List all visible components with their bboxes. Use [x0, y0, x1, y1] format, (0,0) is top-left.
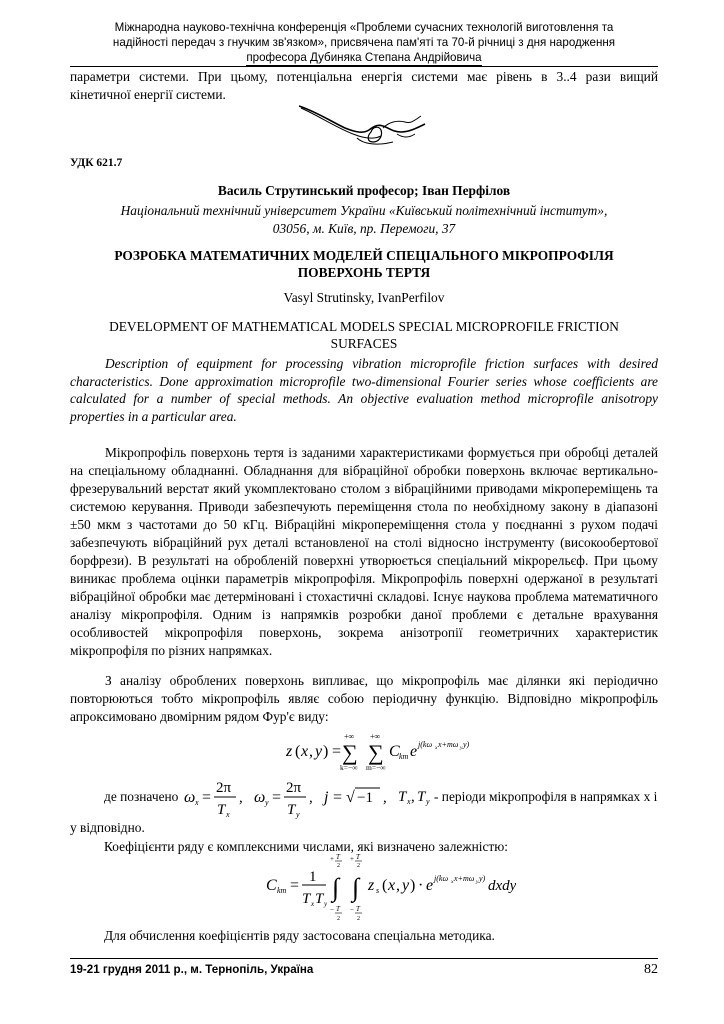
- affiliation-line-2: 03056, м. Київ, пр. Перемоги, 37: [272, 221, 456, 236]
- svg-text:x: x: [451, 879, 454, 885]
- coefficients-text: Коефіцієнти ряду є комплексними числами, які визначено залежністю:: [104, 839, 508, 854]
- svg-text:−: −: [330, 906, 334, 914]
- svg-text:m=−∞: m=−∞: [366, 763, 386, 772]
- svg-text:=: =: [272, 789, 282, 806]
- equation-omega-definitions: [184, 772, 398, 820]
- svg-text:x: x: [301, 743, 309, 760]
- svg-text:,: ,: [383, 790, 387, 806]
- equation-coefficients: [266, 852, 516, 922]
- svg-text:j: j: [324, 789, 329, 806]
- previous-text-line-2: кінетичної енергії системи.: [70, 87, 226, 102]
- svg-text:=: =: [333, 789, 343, 806]
- svg-text:T: T: [417, 789, 426, 805]
- page-number: 82: [644, 962, 658, 977]
- svg-text:,: ,: [396, 877, 400, 894]
- where-end: у відповідно.: [70, 820, 145, 835]
- svg-text:): ): [410, 877, 416, 894]
- svg-text:ω: ω: [254, 789, 266, 806]
- svg-text:∫: ∫: [332, 873, 340, 902]
- svg-text:y): y): [479, 874, 486, 883]
- svg-text:(: (: [295, 743, 301, 760]
- where-prefix: де позначено: [104, 789, 179, 804]
- svg-text:y: y: [460, 745, 463, 751]
- svg-text:,: ,: [309, 790, 313, 806]
- svg-text:∑: ∑: [368, 740, 384, 765]
- svg-text:+: +: [350, 855, 354, 863]
- svg-text:2π: 2π: [216, 780, 232, 796]
- svg-text:−: −: [350, 906, 354, 914]
- svg-text:2: 2: [357, 916, 360, 922]
- method-text: Для обчислення коефіцієнтів ряду застосована спеціальна методика.: [104, 928, 495, 943]
- svg-text:(: (: [382, 877, 388, 894]
- equation-fourier-series: [286, 730, 486, 774]
- svg-text:T: T: [356, 853, 360, 861]
- svg-text:s: s: [376, 886, 380, 895]
- svg-text:=: =: [332, 743, 342, 760]
- svg-text:km: km: [277, 886, 287, 895]
- svg-text:C: C: [389, 743, 400, 760]
- svg-text:y: y: [324, 900, 328, 908]
- authors-en: Vasyl Strutinsky, IvanPerfilov: [283, 290, 445, 305]
- header-line-2: надійності передач з гнучким зв'язком», присвячена пам'яті та 70-й річниці з дня народження: [112, 36, 616, 49]
- svg-text:j(kω: j(kω: [418, 740, 433, 749]
- svg-text:+: +: [330, 855, 334, 863]
- svg-text:=: =: [202, 789, 212, 806]
- previous-text-line-1: параметри системи. При цьому, потенціальна енергія системи має рівень в 3..4 рази вищий: [70, 69, 658, 84]
- svg-text:,: ,: [239, 790, 243, 806]
- svg-text:x: x: [435, 745, 438, 751]
- title-en: [70, 318, 658, 352]
- svg-text:2: 2: [337, 916, 340, 922]
- svg-text:y: y: [296, 810, 300, 819]
- svg-text:2: 2: [357, 863, 360, 869]
- svg-text:+∞: +∞: [344, 732, 355, 741]
- svg-text:y: y: [265, 798, 269, 807]
- title-en-line-1: DEVELOPMENT OF MATHEMATICAL MODELS SPECIAL MICROPROFILE FRICTION: [109, 319, 619, 334]
- svg-text:2π: 2π: [286, 780, 302, 796]
- svg-text:+∞: +∞: [370, 732, 381, 741]
- title-ua-line-1: РОЗРОБКА МАТЕМАТИЧНИХ МОДЕЛЕЙ СПЕЦІАЛЬНОГО МІКРОПРОФІЛЯ: [114, 248, 614, 263]
- decorative-flourish-icon: [297, 102, 427, 146]
- svg-text:x: x: [226, 810, 230, 819]
- svg-text:z: z: [368, 877, 375, 894]
- paragraph-1: Мікропрофіль поверхонь тертя із заданими характеристиками формується при обробці деталей на спеціальному обладнанні. Обладнання для вібраційної обробки поверхонь включає вертикально-фрезерувальний верстат який укомплектовано столом з вібраційними приводами мікропереміщень та системою керування. Приводи забезпечують переміщення стола по необхідному закону в діапазоні ±50 мкм з частотами до 50 кГц. Вібраційні мікропереміщення стола у поєднанні з рухом подачі забезпечують вібраційний рух деталі встановленої на столі відносно інструменту (високообертової борфрези). В результаті на обробленій поверхні утворюється спеціальний мікрорельєф. При цьому виникає проблема оцінки параметрів мікропрофіля. Мікропрофіль поверхні одержаної в результаті вібраційної обробки має детерміновані і стохастичні складові. Існує наукова проблема математичного аналізу мікропрофіля. Одним із напрямків розробки даної проблеми є детальне врахування особливостей мікропрофіля поверхонь, зокрема анізотропії геометричних характеристик мікропрофіля по різних напрямках.: [70, 445, 658, 658]
- affiliation-line-1: Національний технічний університет України «Київський політехнічний інститут»,: [120, 203, 608, 218]
- abstract: Description of equipment for processing vibration microprofile friction surfaces with desired characteristics. Done approximation microprofile two-dimensional Fourier series whose coefficients are calculated for a number of special methods. An objective evaluation method microprofile anisotropy properties in a particular area.: [70, 356, 658, 424]
- svg-text:,: ,: [309, 743, 313, 760]
- title-ua-line-2: ПОВЕРХОНЬ ТЕРТЯ: [297, 265, 431, 280]
- svg-text:x+mω: x+mω: [438, 740, 459, 749]
- svg-text:x: x: [311, 900, 315, 908]
- title-ua: [70, 247, 658, 281]
- svg-text:√: √: [346, 789, 355, 806]
- svg-text:C: C: [266, 877, 277, 894]
- svg-text:,: ,: [411, 789, 415, 805]
- svg-text:T: T: [356, 905, 360, 913]
- svg-text:y: y: [315, 743, 323, 760]
- svg-text:x: x: [388, 877, 396, 894]
- svg-text:y: y: [476, 879, 479, 885]
- svg-text:T: T: [336, 905, 340, 913]
- svg-text:=: =: [290, 877, 300, 894]
- svg-text:−1: −1: [357, 790, 373, 806]
- title-en-line-2: SURFACES: [330, 336, 398, 351]
- footer-venue: 19-21 грудня 2011 р., м. Тернопіль, Україна: [70, 963, 314, 976]
- svg-text:x+mω: x+mω: [454, 874, 475, 883]
- svg-text:dxdy: dxdy: [488, 878, 516, 894]
- svg-text:y): y): [463, 740, 470, 749]
- udk-code: УДК 621.7: [70, 157, 123, 169]
- authors-ua: Василь Струтинський професор; Іван Перфілов: [217, 183, 511, 198]
- svg-text:e: e: [426, 877, 434, 894]
- svg-text:): ): [323, 743, 329, 760]
- equation-periods: [398, 784, 434, 808]
- svg-text:km: km: [399, 752, 409, 761]
- where-suffix: - періоди мікропрофіля в напрямках x і: [434, 789, 658, 804]
- svg-text:e: e: [410, 743, 418, 760]
- footer-divider: [70, 958, 658, 959]
- svg-text:k=−∞: k=−∞: [340, 763, 358, 772]
- svg-text:j(kω: j(kω: [434, 874, 449, 883]
- svg-text:y: y: [426, 797, 430, 806]
- svg-text:T: T: [398, 789, 407, 805]
- svg-text:x: x: [407, 797, 411, 806]
- svg-text:x: x: [195, 798, 199, 807]
- paragraph-2: З аналізу оброблених поверхонь випливає, що мікропрофіль має ділянки які періодично повторюються тобто мікропрофіль являє собою періодичну функцію. Відповідно мікропрофіль апроксимовано двомірним рядом Фур'є виду:: [70, 673, 658, 724]
- svg-text:T: T: [302, 891, 311, 907]
- svg-text:T: T: [315, 891, 324, 907]
- svg-text:2: 2: [337, 863, 340, 869]
- conference-header: [70, 20, 658, 66]
- header-line-1: Міжнародна науково-технічна конференція «Проблеми сучасних технологій виготовлення та: [114, 21, 614, 34]
- svg-text:∑: ∑: [342, 740, 358, 765]
- header-divider: [70, 66, 658, 67]
- svg-text:·: ·: [418, 877, 424, 894]
- svg-text:T: T: [287, 802, 296, 818]
- svg-text:ω: ω: [184, 789, 196, 806]
- svg-text:1: 1: [309, 869, 317, 885]
- affiliation: [70, 202, 658, 238]
- svg-text:T: T: [336, 853, 340, 861]
- svg-text:∫: ∫: [352, 873, 360, 902]
- header-line-3: професора Дубиняка Степана Андрійовича: [246, 51, 482, 64]
- svg-text:T: T: [217, 802, 226, 818]
- svg-text:z: z: [286, 743, 293, 760]
- svg-text:y: y: [402, 877, 410, 894]
